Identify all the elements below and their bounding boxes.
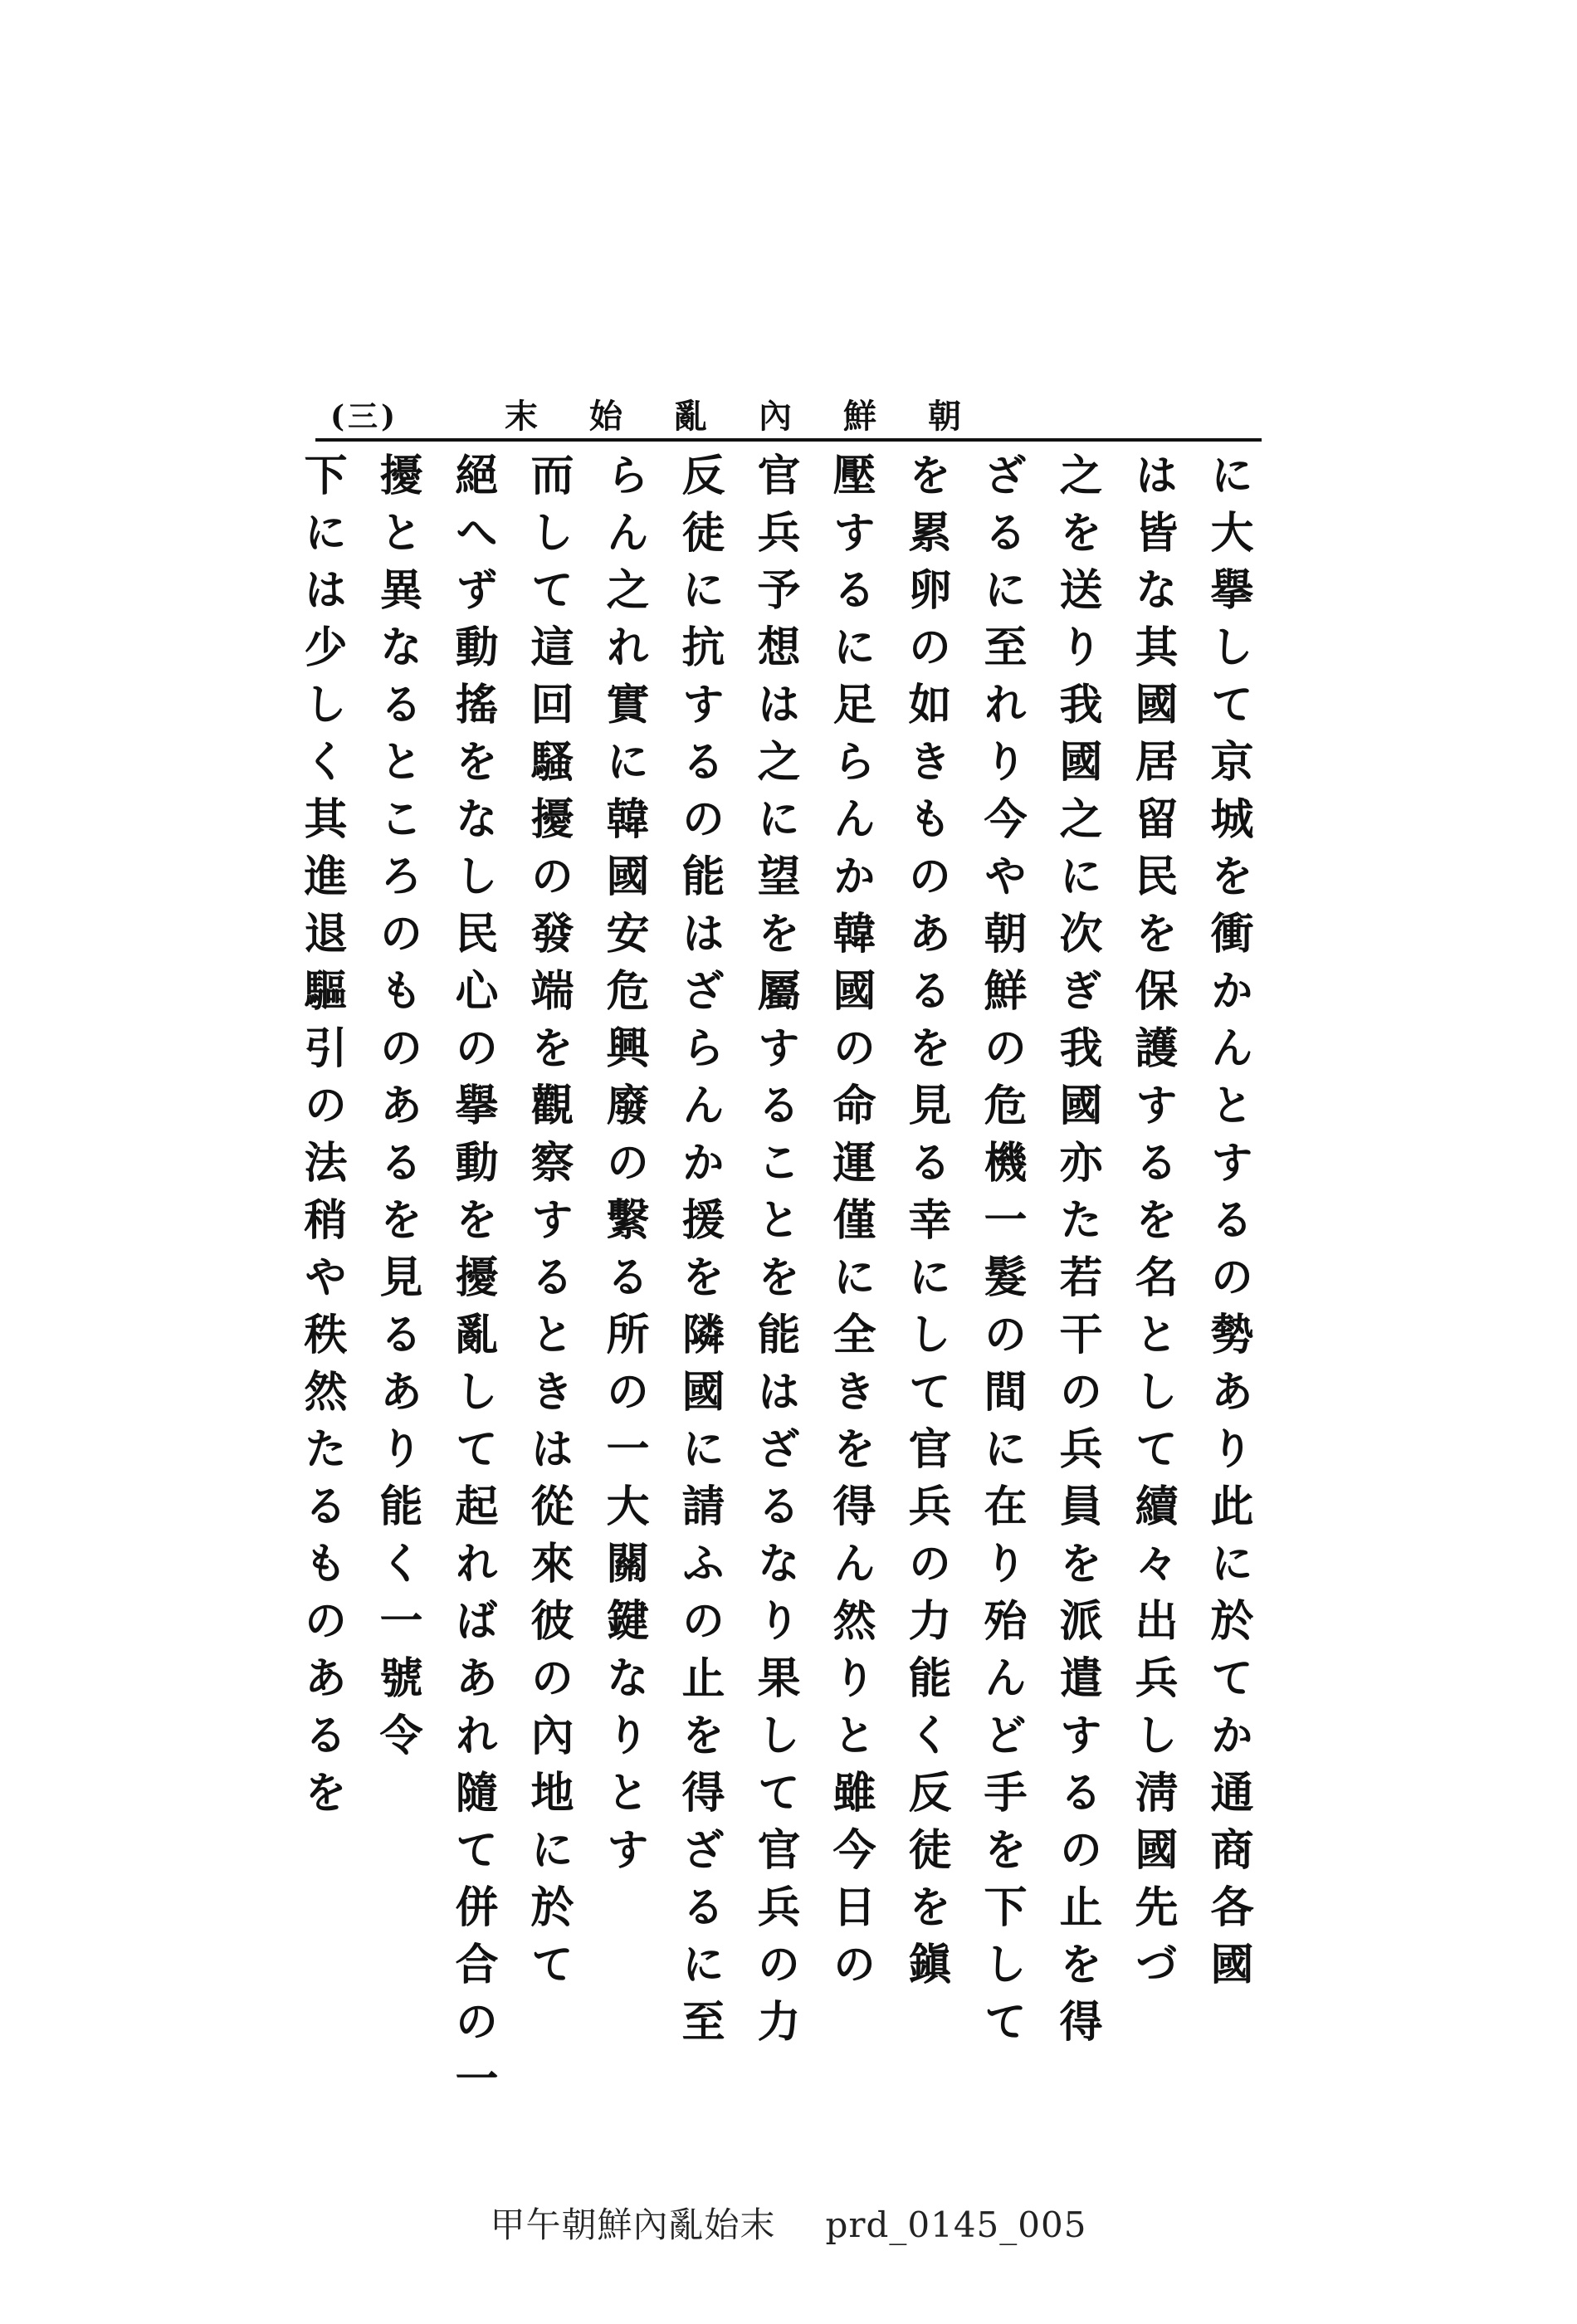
header-rule — [315, 438, 1262, 442]
page-number: (三) — [330, 399, 399, 434]
text-column: 之を送り我國之に次ぎ我國亦た若干の兵員を派遣するの止を得 — [1052, 452, 1102, 2056]
text-column: を累卵の如きものあるを見る幸にして官兵の力能く反徒を鎭 — [901, 452, 951, 1999]
text-column: 反徒に抗するの能はざらんか援を隣國に請ふの止を得ざるに至 — [674, 452, 725, 2056]
text-column: ざるに至れり今や朝鮮の危機一髮の間に在り殆んど手を下して — [976, 452, 1027, 2056]
text-column: 絕へず動搖をなし民心の擧動を擾亂して起ればあれ隨て併合の一 — [447, 452, 498, 2113]
text-column: らん之れ實に韓國安危興廢の繫る所の一大關鍵なりとす — [598, 452, 649, 1884]
footer-page-id: prd_0145_005 — [825, 2204, 1087, 2245]
text-column: 下には少しく其進退驅引の法稍や秩然たるものあるを — [296, 452, 347, 1827]
footer-book-title: 甲午朝鮮內亂始末 — [490, 2204, 776, 2245]
text-column: に大擧して京城を衝かんとするの勢あり此に於てか通商各國 — [1203, 452, 1253, 1999]
text-column: 擾と異なるところのものあるを見るあり能く一號令 — [372, 452, 422, 1770]
running-header — [315, 390, 1262, 440]
text-column: 壓するに足らんか韓國の命運僅に全きを得ん然りと雖今日の — [825, 452, 876, 1999]
text-column: 而して這回騷擾の發端を觀察するときは從來彼の內地に於て — [523, 452, 574, 1999]
footer-caption — [0, 2198, 1577, 2248]
running-title: 朝鮮內亂始末 — [505, 397, 1013, 436]
text-column: は皆な其國居留民を保護するを名として續々出兵し淸國先づ — [1127, 452, 1178, 1999]
body-text — [296, 452, 1266, 2113]
text-column: 官兵予想は之に望を屬することを能はざるなり果して官兵の力 — [749, 452, 800, 2056]
